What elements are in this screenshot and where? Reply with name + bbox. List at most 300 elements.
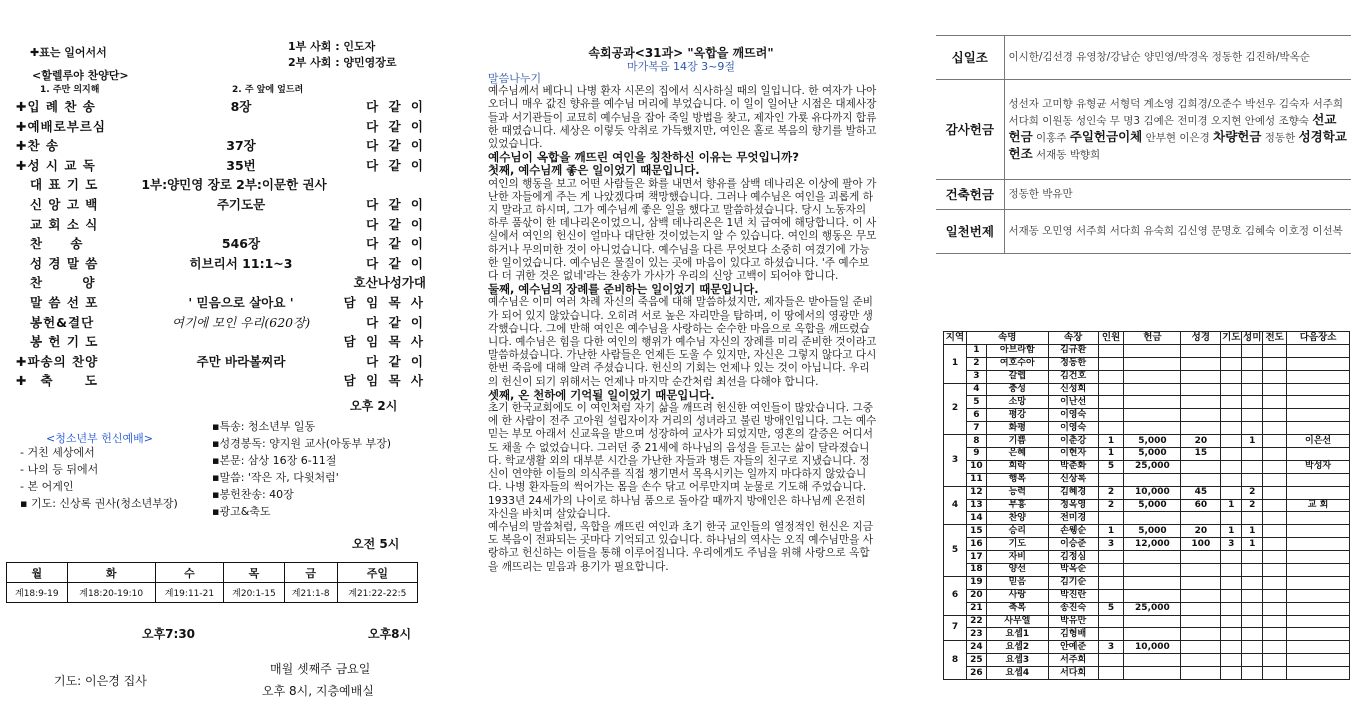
order-row: ✚예배로부르심 다 같 이	[16, 118, 426, 134]
district-cell: 7	[944, 615, 967, 641]
attendance-cell	[1221, 473, 1242, 486]
attendance-cell: 5,000	[1124, 499, 1181, 512]
attendance-cell: 박성자	[1287, 460, 1350, 473]
dawn-reading-table: 월 화 수 목 금 주일 계18:9-19 계18:20-19:10 계19:11-21 계20:1-15 계21:1-8 계21:22-22:5	[6, 562, 418, 603]
lesson-label: 말씀나누기	[488, 72, 542, 85]
attendance-header: 지역 속명 속장 인원 헌금 성경 기도 성미 전도 다음장소	[944, 332, 1350, 345]
attendance-cell	[1181, 602, 1221, 615]
attendance-cell: 19	[966, 576, 986, 589]
attendance-cell: 16	[966, 538, 986, 551]
lesson-title: 속회공과<31과> "옥합을 깨뜨려"	[588, 46, 774, 60]
attendance-cell: 희락	[986, 460, 1048, 473]
lesson-text	[488, 72, 878, 574]
tithe-names: 이시한/김선경 유영창/강남순 양민영/박경옥 정동한 김진하/박옥순	[1004, 36, 1351, 80]
attendance-cell	[1287, 538, 1350, 551]
order-row: ✚성 시 교 독 35번 다 같 이	[16, 157, 426, 173]
attendance-cell: 3	[966, 370, 986, 383]
attendance-cell	[1098, 396, 1124, 409]
attendance-cell	[1098, 667, 1124, 680]
attendance-cell	[1263, 422, 1287, 435]
attendance-cell	[1263, 383, 1287, 396]
attendance-cell: 2	[1098, 499, 1124, 512]
district-cell: 8	[944, 641, 967, 680]
attendance-cell: 신성희	[1048, 383, 1098, 396]
attendance-cell	[1124, 344, 1181, 357]
attendance-cell: 10,000	[1124, 641, 1181, 654]
attendance-cell	[1098, 473, 1124, 486]
attendance-cell	[1181, 615, 1221, 628]
attendance-cell	[1124, 667, 1181, 680]
attendance-cell	[1287, 667, 1350, 680]
attendance-cell: 10	[966, 460, 986, 473]
attendance-cell: 1	[1221, 499, 1242, 512]
attendance-cell	[1221, 667, 1242, 680]
attendance-cell: 4	[966, 383, 986, 396]
attendance-cell	[1242, 654, 1263, 667]
attendance-cell	[1263, 654, 1287, 667]
attendance-cell	[1098, 357, 1124, 370]
attendance-cell: 행복	[986, 473, 1048, 486]
attendance-row	[944, 435, 1350, 448]
attendance-cell: 여호수아	[986, 357, 1048, 370]
attendance-cell: 1	[1221, 525, 1242, 538]
attendance-cell: 박유만	[1048, 615, 1098, 628]
praise-song-1: 1. 주만 의지해	[40, 85, 100, 95]
attendance-cell	[1287, 525, 1350, 538]
host-first: 1부 사회 : 인도자	[288, 40, 376, 53]
attendance-cell	[1221, 602, 1242, 615]
attendance-cell	[1098, 628, 1124, 641]
dawn-time: 오전 5시	[352, 537, 400, 551]
attendance-cell	[1287, 602, 1350, 615]
attendance-cell: 소망	[986, 396, 1048, 409]
attendance-cell	[1221, 370, 1242, 383]
attendance-cell	[1242, 512, 1263, 525]
attendance-cell: 기쁨	[986, 435, 1048, 448]
attendance-cell: 1	[1098, 525, 1124, 538]
attendance-row	[944, 551, 1350, 564]
attendance-cell: 7	[966, 422, 986, 435]
attendance-cell: 이춘강	[1048, 435, 1098, 448]
evening-prayer: 기도: 이은경 집사	[54, 674, 147, 688]
order-row: 봉헌&결단 여기에 모인 우리(620장) 다 같 이	[30, 314, 426, 330]
attendance-cell: 손웽순	[1048, 525, 1098, 538]
attendance-cell	[1263, 551, 1287, 564]
attendance-cell	[1263, 396, 1287, 409]
attendance-cell	[1221, 512, 1242, 525]
attendance-cell: 21	[966, 602, 986, 615]
attendance-cell: 25,000	[1124, 460, 1181, 473]
attendance-cell	[1181, 551, 1221, 564]
attendance-cell: 23	[966, 628, 986, 641]
attendance-cell	[1181, 460, 1221, 473]
attendance-cell	[1124, 357, 1181, 370]
attendance-cell	[1287, 564, 1350, 577]
attendance-cell	[1124, 589, 1181, 602]
attendance-cell	[1221, 460, 1242, 473]
standing-note: ✚표는 일어서서	[30, 46, 107, 59]
attendance-cell: 정옥영	[1048, 499, 1098, 512]
attendance-cell	[1287, 641, 1350, 654]
attendance-cell: 1	[1098, 435, 1124, 448]
attendance-cell	[1221, 435, 1242, 448]
attendance-cell: 은혜	[986, 448, 1048, 461]
attendance-cell: 3	[1098, 641, 1124, 654]
attendance-row	[944, 499, 1350, 512]
attendance-cell	[1181, 654, 1221, 667]
attendance-cell: 17	[966, 551, 986, 564]
attendance-cell: 20	[1181, 435, 1221, 448]
order-row: ✚찬 송 37장 다 같 이	[16, 138, 426, 154]
attendance-cell	[1263, 499, 1287, 512]
attendance-cell: 정동한	[1048, 357, 1098, 370]
attendance-cell	[1242, 448, 1263, 461]
attendance-cell	[1181, 344, 1221, 357]
attendance-cell	[1221, 396, 1242, 409]
youth-song-list: - 거친 세상에서 - 나의 등 뒤에서 - 본 어게인 ▪ 기도: 신상록 권사(청소년부장)	[20, 446, 178, 510]
building-names: 정동한 박유만	[1004, 180, 1351, 210]
attendance-cell	[1287, 628, 1350, 641]
attendance-cell	[1181, 473, 1221, 486]
attendance-row	[944, 370, 1350, 383]
attendance-cell: 1	[1242, 525, 1263, 538]
attendance-cell: 사무엘	[986, 615, 1048, 628]
order-row: 말 씀 선 포 ' 믿음으로 살아요 ' 담 임 목 사	[30, 294, 426, 310]
attendance-cell	[1181, 383, 1221, 396]
attendance-cell	[1124, 396, 1181, 409]
attendance-cell: 이영숙	[1048, 409, 1098, 422]
attendance-cell: 15	[1181, 448, 1221, 461]
attendance-cell	[1242, 641, 1263, 654]
attendance-cell	[1242, 396, 1263, 409]
district-cell: 4	[944, 486, 967, 525]
attendance-cell: 18	[966, 564, 986, 577]
attendance-cell	[1124, 370, 1181, 383]
attendance-cell	[1287, 486, 1350, 499]
lesson-scripture: 마가복음 14장 3~9절	[627, 60, 735, 73]
attendance-cell: 5	[1098, 460, 1124, 473]
attendance-cell: 믿음	[986, 576, 1048, 589]
attendance-cell	[1221, 448, 1242, 461]
thousand-offering-label: 일천번제	[936, 210, 1004, 254]
order-row: 대 표 기 도 1부:양민영 장로 2부:이문한 권사	[30, 177, 327, 193]
attendance-row	[944, 602, 1350, 615]
paragraph: 여인의 행동을 보고 어떤 사람들은 화를 내면서 향유를 삼백 데나리온 이상에 팔아 가난한 자들에게 주는 게 나았겠다며 책망했습니다. 그러나 예수님은 여인을 괴롭게 하지 말라고 하시며, 그가 예수님께 좋은 일을 했다고 말씀하셨습니다. 당시 노동자의 하루 품삯이 한 데나리온이었으니, 삼백 데나리온은 1년 치 급여에 해당합니다. 이 사실에서 여인의 헌신이 얼마나 대단한 것이었는지 알 수 있습니다. 여인의 행동은 무모하거나 무의미한 것이 아니었습니다. 예수님을 다른 무엇보다 소중히 여겼기에 가능한 일이었습니다. 예수님은 물질이 있는 곳에 마음이 있다고 하셨습니다. '주 예수보다 더 귀한 것은 없네'라는 찬송가 가사가 우리의 신앙 고백이 되어야 합니다.	[488, 177, 877, 283]
attendance-cell	[1287, 383, 1350, 396]
attendance-cell	[1242, 667, 1263, 680]
district-cell: 3	[944, 435, 967, 487]
attendance-cell: 1	[1242, 538, 1263, 551]
attendance-cell	[1263, 473, 1287, 486]
attendance-cell: 12	[966, 486, 986, 499]
attendance-cell	[1221, 576, 1242, 589]
attendance-cell	[1242, 383, 1263, 396]
attendance-cell	[1098, 422, 1124, 435]
attendance-cell: 11	[966, 473, 986, 486]
attendance-cell: 승리	[986, 525, 1048, 538]
attendance-cell	[1221, 589, 1242, 602]
district-cell: 6	[944, 576, 967, 615]
point-heading: 셋째, 온 천하에 기억될 일이었기 때문입니다.	[488, 387, 715, 402]
attendance-cell: 서다희	[1048, 667, 1098, 680]
attendance-cell	[1221, 615, 1242, 628]
attendance-cell	[1181, 512, 1221, 525]
attendance-cell	[1098, 589, 1124, 602]
attendance-row	[944, 654, 1350, 667]
attendance-cell	[1181, 357, 1221, 370]
attendance-cell: 5	[1098, 602, 1124, 615]
attendance-cell	[1263, 576, 1287, 589]
thanks-label: 감사헌금	[936, 80, 1004, 180]
attendance-cell: 김혜경	[1048, 486, 1098, 499]
attendance-cell	[1242, 357, 1263, 370]
praise-song-2: 2. 주 앞에 엎드려	[232, 85, 304, 95]
attendance-cell	[1263, 370, 1287, 383]
attendance-cell	[1242, 460, 1263, 473]
attendance-cell: 충성	[986, 383, 1048, 396]
paragraph: 예수님의 말씀처럼, 옥합을 깨뜨린 여인과 초기 한국 교인들의 열정적인 헌신은 지금도 복음이 전파되는 곳마다 기억되고 있습니다. 하나님의 역사는 오직 예수님만을 사랑하고 헌신하는 이들을 통해 이루어집니다. 우리에게도 주님을 위해 사랑으로 옥합을 깨뜨리는 믿음과 용기가 필요합니다.	[488, 520, 873, 573]
attendance-cell	[1124, 422, 1181, 435]
attendance-cell: 송진숙	[1048, 602, 1098, 615]
attendance-cell	[1098, 383, 1124, 396]
attendance-cell	[1221, 357, 1242, 370]
attendance-cell: 박진란	[1048, 589, 1098, 602]
attendance-cell: 3	[1221, 538, 1242, 551]
attendance-cell	[1242, 422, 1263, 435]
attendance-cell	[1221, 551, 1242, 564]
attendance-cell: 100	[1181, 538, 1221, 551]
evening-time: 오후7:30	[142, 627, 196, 641]
attendance-cell: 박옥순	[1048, 564, 1098, 577]
attendance-cell: 부흥	[986, 499, 1048, 512]
attendance-cell	[1287, 654, 1350, 667]
district-cell: 2	[944, 383, 967, 435]
attendance-row	[944, 422, 1350, 435]
attendance-cell	[1242, 473, 1263, 486]
attendance-cell	[1221, 564, 1242, 577]
monthly-schedule: 매월 셋째주 금요일	[270, 662, 371, 676]
attendance-cell	[1263, 448, 1287, 461]
attendance-row	[944, 512, 1350, 525]
attendance-row	[944, 357, 1350, 370]
youth-service-title: <청소년부 헌신예배>	[46, 432, 153, 445]
attendance-row	[944, 538, 1350, 551]
attendance-cell: 25	[966, 654, 986, 667]
worship-order-column	[0, 0, 440, 727]
attendance-cell: 5,000	[1124, 435, 1181, 448]
attendance-cell: 5,000	[1124, 448, 1181, 461]
attendance-row	[944, 615, 1350, 628]
cell-lesson-column	[482, 0, 880, 727]
attendance-row	[944, 667, 1350, 680]
attendance-cell: 14	[966, 512, 986, 525]
attendance-cell	[1263, 589, 1287, 602]
attendance-row	[944, 525, 1350, 538]
attendance-cell: 25,000	[1124, 602, 1181, 615]
attendance-cell	[1287, 396, 1350, 409]
attendance-cell	[1124, 564, 1181, 577]
attendance-cell	[1263, 602, 1287, 615]
monthly-location: 오후 8시, 지층예배실	[262, 684, 374, 698]
attendance-cell	[1287, 473, 1350, 486]
attendance-cell	[1263, 525, 1287, 538]
attendance-cell	[1287, 344, 1350, 357]
host-second: 2부 사회 : 양민영장로	[288, 56, 397, 69]
attendance-cell: 요셉4	[986, 667, 1048, 680]
thousand-offering-names: 서재동 오민영 서주희 서다희 유숙희 김신영 문명호 김혜숙 이호정 이선복	[1004, 210, 1351, 254]
thanks-names: 성선자 고미향 유형균 서형덕 계소영 김희경/오준수 박선우 김숙자 서주희 서다희 이원동 성인숙 무 명3 김예은 전미경 오지현 안예성 조향숙 선교헌금 이홍주 주일헌금이체 안부현 이은경 차량헌금 정동한 성경학교헌조 서재동 박향희	[1004, 80, 1351, 180]
attendance-cell: 이은선	[1287, 435, 1350, 448]
attendance-cell	[1181, 576, 1221, 589]
attendance-cell: 이승준	[1048, 538, 1098, 551]
attendance-cell	[1098, 576, 1124, 589]
attendance-cell	[1242, 409, 1263, 422]
attendance-cell: 1	[1242, 435, 1263, 448]
attendance-cell	[1287, 357, 1350, 370]
question: 예수님이 옥합을 깨뜨린 여인을 칭찬하신 이유는 무엇입니까?	[488, 150, 799, 165]
attendance-cell: 서주희	[1048, 654, 1098, 667]
attendance-cell	[1181, 422, 1221, 435]
point-heading: 첫째, 예수님께 좋은 일이었기 때문입니다.	[488, 163, 700, 178]
attendance-cell	[1263, 641, 1287, 654]
attendance-cell	[1242, 589, 1263, 602]
attendance-cell: 김규환	[1048, 344, 1098, 357]
paragraph: 초기 한국교회에도 이 여인처럼 자기 삶을 깨뜨려 헌신한 여인들이 많았습니다. 그중에 한 사람이 전주 고아원 설립자이자 거리의 성녀라고 불린 방애인입니다. 그는 예수 믿는 부모 아래서 신교육을 받으며 성장하여 교사가 되었지만, 영혼의 갈증은 어디서도 채울 수 없었습니다. 그러던 중 21세에 하나님의 음성을 듣고는 삶이 달라졌습니다. 학교생활 외의 대부분 시간을 가난한 자들과 병든 자들의 친구로 지냈습니다. 정신이 연약한 이들의 의식주를 직접 챙기면서 목욕시키는 일까지 마다하지 않았습니다. 나병 환자들의 썩어가는 몸을 손수 닦고 어루만지며 눈물로 기도해 주었습니다. 1933년 24세가의 나이로 하나님 품으로 돌아갈 때까지 방애인은 하나님께 온전히 자신을 바치며 살았습니다.	[488, 402, 877, 520]
tithe-label: 십일조	[936, 36, 1004, 80]
attendance-cell	[1242, 551, 1263, 564]
attendance-cell: 기도	[986, 538, 1048, 551]
attendance-cell	[1098, 409, 1124, 422]
attendance-cell: 1	[1098, 448, 1124, 461]
attendance-row	[944, 576, 1350, 589]
attendance-cell	[1242, 564, 1263, 577]
attendance-cell: 26	[966, 667, 986, 680]
attendance-cell: 6	[966, 409, 986, 422]
attendance-cell	[1287, 409, 1350, 422]
attendance-cell	[1242, 602, 1263, 615]
attendance-cell: 2	[1098, 486, 1124, 499]
attendance-cell	[1287, 448, 1350, 461]
point-heading: 둘째, 예수님의 장례를 준비하는 일이었기 때문입니다.	[488, 282, 759, 297]
friday-time: 오후8시	[368, 627, 412, 641]
attendance-cell	[1263, 435, 1287, 448]
attendance-cell: 45	[1181, 486, 1221, 499]
attendance-row	[944, 344, 1350, 357]
attendance-cell: 요셉3	[986, 654, 1048, 667]
attendance-cell: 자비	[986, 551, 1048, 564]
attendance-cell: 능력	[986, 486, 1048, 499]
attendance-cell	[1124, 473, 1181, 486]
attendance-cell	[1181, 589, 1221, 602]
attendance-cell: 아브라함	[986, 344, 1048, 357]
attendance-cell	[1287, 551, 1350, 564]
attendance-cell	[1181, 667, 1221, 680]
attendance-cell	[1263, 409, 1287, 422]
order-row: ✚입 례 찬 송 8장 다 같 이	[16, 99, 426, 114]
attendance-cell	[1124, 409, 1181, 422]
attendance-cell: 교 회	[1287, 499, 1350, 512]
attendance-cell: 양선	[986, 564, 1048, 577]
attendance-cell: 사랑	[986, 589, 1048, 602]
attendance-cell	[1098, 654, 1124, 667]
attendance-cell: 20	[966, 589, 986, 602]
attendance-cell: 박춘화	[1048, 460, 1098, 473]
attendance-cell: 12,000	[1124, 538, 1181, 551]
order-row: 봉 헌 기 도 담 임 목 사	[30, 334, 426, 350]
attendance-cell	[1124, 576, 1181, 589]
attendance-cell	[1098, 512, 1124, 525]
attendance-cell: 축복	[986, 602, 1048, 615]
attendance-row	[944, 628, 1350, 641]
attendance-cell: 5	[966, 396, 986, 409]
attendance-cell	[1124, 512, 1181, 525]
attendance-cell: 1	[966, 344, 986, 357]
attendance-cell	[1098, 564, 1124, 577]
cell-attendance-table	[943, 331, 1350, 680]
order-row: ✚파송의 찬양 주만 바라볼찌라 다 같 이	[16, 353, 426, 369]
attendance-cell: 김건호	[1048, 370, 1098, 383]
attendance-cell: 요셉1	[986, 628, 1048, 641]
attendance-cell	[1263, 512, 1287, 525]
attendance-cell: 9	[966, 448, 986, 461]
attendance-cell	[1221, 628, 1242, 641]
attendance-cell	[1287, 576, 1350, 589]
attendance-cell: 전미경	[1048, 512, 1098, 525]
attendance-cell	[1181, 564, 1221, 577]
attendance-cell: 20	[1181, 525, 1221, 538]
order-row: 성 경 말 씀 히브리서 11:1~3 다 같 이	[30, 255, 426, 271]
attendance-cell: 13	[966, 499, 986, 512]
attendance-cell	[1263, 628, 1287, 641]
attendance-cell	[1242, 370, 1263, 383]
attendance-cell	[1181, 370, 1221, 383]
attendance-cell	[1221, 383, 1242, 396]
praise-team: <할렐루야 찬양단>	[32, 69, 129, 82]
attendance-row	[944, 448, 1350, 461]
attendance-cell	[1263, 615, 1287, 628]
attendance-cell	[1242, 628, 1263, 641]
attendance-cell	[1287, 589, 1350, 602]
youth-service-info: ▪특송: 청소년부 일동 ▪성경봉독: 양지원 교사(아동부 부장) ▪본문: 삼상 16장 6-11절 ▪말씀: '작은 자, 다윗처럼' ▪봉헌찬송: 40장 ▪광고&축도	[212, 420, 391, 518]
order-row: 교 회 소 식 다 같 이	[30, 216, 426, 232]
attendance-cell	[1098, 344, 1124, 357]
attendance-cell: 안예준	[1048, 641, 1098, 654]
attendance-cell	[1287, 615, 1350, 628]
attendance-cell	[1287, 512, 1350, 525]
attendance-cell: 요셉2	[986, 641, 1048, 654]
attendance-row	[944, 383, 1350, 396]
attendance-cell	[1221, 641, 1242, 654]
attendance-cell: 김정심	[1048, 551, 1098, 564]
attendance-cell: 신상록	[1048, 473, 1098, 486]
paragraph: 예수님은 이미 여러 차례 자신의 죽음에 대해 말씀하셨지만, 제자들은 받아들일 준비가 되어 있지 않았습니다. 오히려 서로 높은 자리만을 탐하며, 이 땅에서의 영광만 생각했습니다. 그에 반해 여인은 예수님을 사랑하는 순수한 마음으로 옥합을 깨뜨렸습니다. 예수님은 힘을 다한 여인의 행위가 예수님 자신의 장례를 미리 준비한 것이라고 말씀하셨습니다. 가난한 사람들은 언제든 도울 수 있지만, 자신은 그렇지 않다고 다시 한번 죽음에 대해 알려 주셨습니다. 헌신의 기회는 언제나 있는 것이 아닙니다. 우리의 헌신이 되기 위해서는 언제나 마지막 순간처럼 최선을 다해야 합니다.	[488, 296, 877, 388]
attendance-cell: 10,000	[1124, 486, 1181, 499]
order-row: 찬 양 호산나성가대	[30, 275, 426, 291]
attendance-cell	[1181, 409, 1221, 422]
attendance-cell	[1181, 396, 1221, 409]
attendance-row	[944, 486, 1350, 499]
order-row: 신 앙 고 백 주기도문 다 같 이	[30, 196, 426, 212]
attendance-cell	[1181, 641, 1221, 654]
attendance-cell	[1098, 551, 1124, 564]
attendance-cell: 평강	[986, 409, 1048, 422]
order-of-service	[16, 95, 426, 389]
attendance-cell	[1098, 370, 1124, 383]
offering-table	[936, 35, 1351, 254]
attendance-row	[944, 564, 1350, 577]
attendance-cell: 2	[1242, 486, 1263, 499]
attendance-cell	[1263, 667, 1287, 680]
